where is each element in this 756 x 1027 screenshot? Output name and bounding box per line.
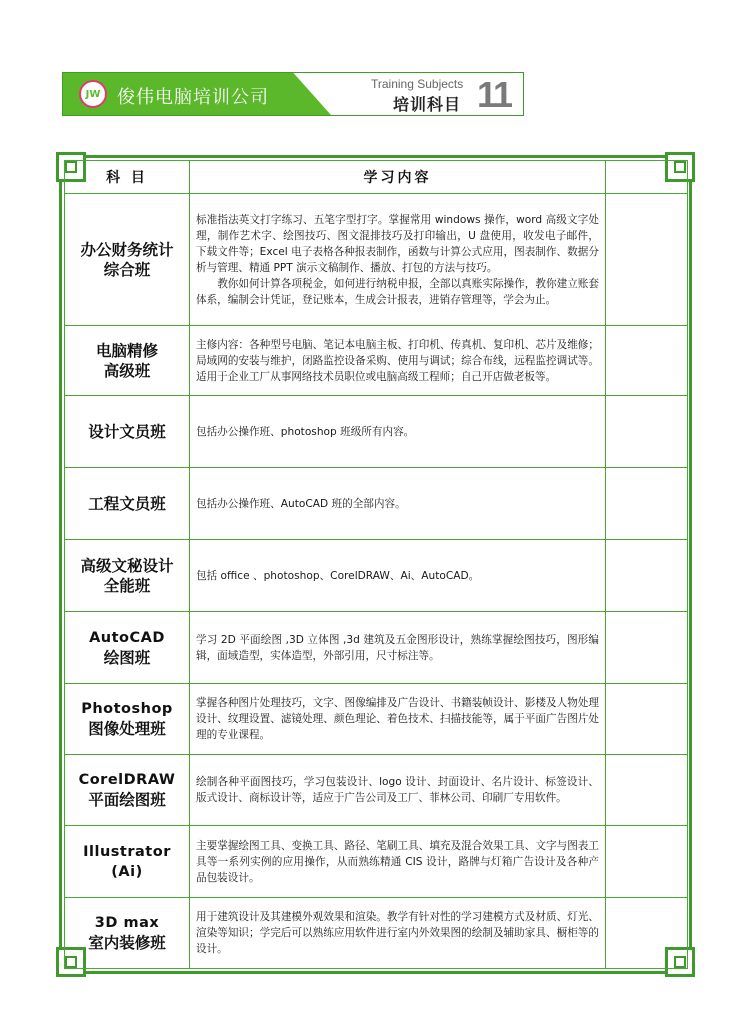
subject-cell	[65, 396, 190, 468]
subject-name: CorelDRAW	[78, 772, 176, 788]
table-header-row	[65, 161, 688, 194]
subject-cell	[65, 684, 190, 755]
table-row	[65, 194, 688, 326]
blank-cell	[606, 755, 688, 826]
company-name: 俊伟电脑培训公司	[117, 87, 269, 108]
blank-cell	[606, 898, 688, 969]
subject-name: 3D max	[94, 915, 160, 931]
course-table	[64, 160, 688, 969]
blank-cell	[606, 396, 688, 468]
subject-cell	[65, 826, 190, 898]
subject-name: Photoshop	[81, 701, 173, 717]
subject-name: 综合班	[103, 260, 151, 279]
blank-cell	[606, 326, 688, 396]
content-paragraph: 标准指法英文打字练习、五笔字型打字。掌握常用 windows 操作，word 高级文字处理，制作艺术字、绘图技巧、图文混排技巧及打印输出，U 盘使用，收发电子邮件，下载文件等；Excel 电子表格各种报表制作，函数与计算公式应用，图表制作、数据分析与管理、精通 PPT 演示文稿制作、播放、打包的方法与技巧。	[196, 213, 599, 274]
table-row	[65, 468, 688, 540]
subject-name: 室内装修班	[88, 934, 166, 952]
table-row	[65, 684, 688, 755]
content-paragraph: 包括办公操作班、AutoCAD 班的全部内容。	[196, 497, 406, 510]
content-cell	[190, 826, 606, 898]
subject-cell	[65, 898, 190, 969]
subject-name: 设计文员班	[88, 422, 166, 441]
subject-cell	[65, 468, 190, 540]
table-row	[65, 826, 688, 898]
header-banner	[62, 72, 524, 116]
content-cell	[190, 612, 606, 684]
content-cell	[190, 540, 606, 612]
content-cell	[190, 755, 606, 826]
subject-cell	[65, 540, 190, 612]
content-paragraph: 包括 office 、photoshop、CorelDRAW、Ai、AutoCAD。	[196, 569, 480, 582]
blank-column-header	[606, 161, 688, 194]
blank-cell	[606, 540, 688, 612]
subject-name: 电脑精修	[95, 341, 158, 360]
page-number: 11	[477, 74, 512, 115]
blank-cell	[606, 826, 688, 898]
subject-name: 高级班	[103, 361, 151, 380]
content-paragraph: 主要掌握绘图工具、变换工具、路径、笔刷工具、填充及混合效果工具、文字与图表工具等一系列实例的应用操作，从而熟练精通 CIS 设计，路牌与灯箱广告设计及各种产品包装设计。	[196, 839, 599, 884]
subject-name: 全能班	[103, 576, 151, 595]
subject-name: Illustrator	[83, 843, 171, 860]
subject-cell	[65, 326, 190, 396]
subject-cell	[65, 612, 190, 684]
subject-column-header: 科 目	[65, 161, 190, 194]
content-cell	[190, 468, 606, 540]
table-row	[65, 755, 688, 826]
blank-cell	[606, 684, 688, 755]
subject-name: (Ai)	[111, 863, 143, 880]
blank-cell	[606, 468, 688, 540]
subtitle-chinese: 培训科目	[393, 95, 462, 114]
content-cell	[190, 898, 606, 969]
table-row	[65, 326, 688, 396]
content-paragraph: 主修内容：各种型号电脑、笔记本电脑主板、打印机、传真机、复印机、芯片及维修；局域网的安装与维护，闭路监控设备采购、使用与调试；综合布线，远程监控调试等。适用于企业工厂从事网络技术员职位或电脑高级工程师；自己开店做老板等。	[196, 338, 599, 383]
content-paragraph: 学习 2D 平面绘图 ,3D 立体图 ,3d 建筑及五金图形设计，熟练掌握绘图技巧，图形编辑，面域造型，实体造型，外部引用，尺寸标注等。	[196, 633, 599, 662]
content-cell	[190, 684, 606, 755]
content-paragraph: 绘制各种平面图技巧，学习包装设计、logo 设计、封面设计、名片设计、标签设计、版式设计、商标设计等，适应于广告公司及工厂、菲林公司、印刷厂专用软件。	[196, 776, 599, 804]
content-cell	[190, 326, 606, 396]
subject-name: 平面绘图班	[88, 791, 166, 809]
content-paragraph: 包括办公操作班、photoshop 班级所有内容。	[196, 425, 415, 438]
table-row	[65, 612, 688, 684]
content-cell	[190, 396, 606, 468]
logo-text: JW	[85, 88, 101, 100]
content-column-header: 学习内容	[190, 161, 606, 194]
content-paragraph: 掌握各种图片处理技巧，文字、图像编排及广告设计、书籍装帧设计、影楼及人物处理设计、纹理设置、滤镜处理、颜色理论、着色技术、扫描技能等，属于平面广告图片处理的专业课程。	[196, 697, 599, 741]
subject-name: 绘图班	[103, 648, 151, 667]
table-row	[65, 540, 688, 612]
content-paragraph: 用于建筑设计及其建模外观效果和渲染。教学有针对性的学习建模方式及材质、灯光、渲染等知识；学完后可以熟练应用软件进行室内外效果图的绘制及辅助家具、橱柜等的设计。	[196, 911, 599, 955]
subject-cell	[65, 755, 190, 826]
subject-name: 办公财务统计	[80, 240, 174, 259]
content-cell	[190, 194, 606, 326]
subtitle-english: Training Subjects	[371, 77, 464, 91]
company-logo-icon	[79, 80, 107, 108]
subject-name: 图像处理班	[88, 720, 166, 738]
subject-cell	[65, 194, 190, 326]
subject-name: AutoCAD	[89, 629, 165, 646]
table-row	[65, 898, 688, 969]
subject-name: 高级文秘设计	[80, 556, 174, 575]
blank-cell	[606, 194, 688, 326]
subject-name: 工程文员班	[88, 494, 166, 513]
table-row	[65, 396, 688, 468]
content-paragraph: 教你如何计算各项税金，如何进行纳税申报，全部以真账实际操作，教你建立账套体系，编制会计凭证，登记账本，生成会计报表，进销存管理等，学会为止。	[196, 277, 599, 306]
blank-cell	[606, 612, 688, 684]
